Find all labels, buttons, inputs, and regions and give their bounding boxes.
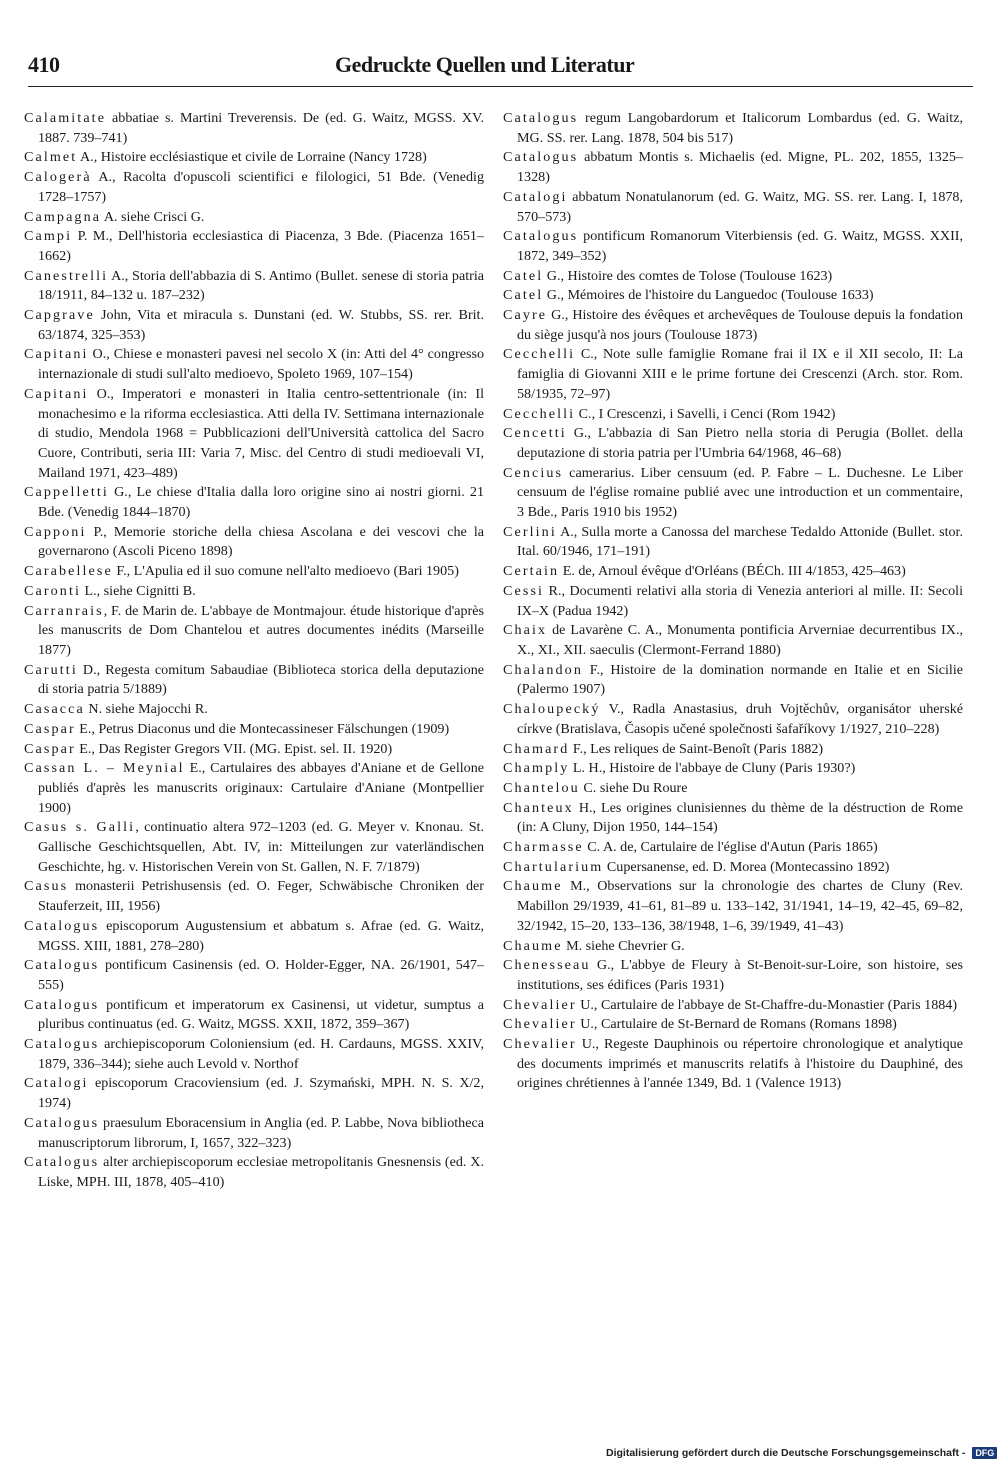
entry-author: Cayre [503,307,548,324]
entry-text: M., Observations sur la chronologie des chartes de Cluny (Rev. Mabillon 29/1939, 41–61, 81–89 u. 133–142, 31/1941, 14–19, 42–45, 69–82, 32/1942, 15–20, 133–136, 38/1948, 1–6, 39/1949, 41–43) [517,878,963,934]
entry-text: E., Cartulaires des abbayes d'Aniane et de Gellone publiés d'après les manuscrits originaux: Cartulaire d'Aniane (Montpellier 1900) [38,760,484,816]
bibliography-entry [24,385,484,484]
bibliography-entry [503,1015,963,1035]
entry-author: Champly [503,760,570,777]
bibliography-entry [24,1153,484,1192]
entry-author: Chaloupecký [503,701,601,718]
bibliography-entry [24,877,484,916]
page-header [28,52,973,84]
entry-text: U., Cartulaire de St-Bernard de Romans (Romans 1898) [576,1016,897,1033]
entry-author: Caronti [24,582,81,599]
bibliography-entry [503,799,963,838]
dfg-logo: DFG [972,1447,997,1459]
entry-text: A., Storia dell'abbazia di S. Antimo (Bullet. senese di storia patria 18/1911, 84–132 u. 187–232) [38,267,484,304]
entry-author: Chartularium [503,858,604,875]
bibliography-entry [24,661,484,700]
entry-author: Caspar [24,740,76,757]
entry-text: L., siehe Cignitti B. [80,582,196,599]
entry-text: A., Racolta d'opuscoli scientifici e filologici, 51 Bde. (Venedig 1728–1757) [38,169,484,205]
bibliography-entry [503,424,963,463]
entry-text: F., Histoire de la domination normande en Italie et en Sicilie (Palermo 1907) [517,661,963,698]
entry-text: G., Histoire des comtes de Tolose (Toulouse 1623) [543,267,833,284]
bibliography-entry [24,483,484,522]
entry-text: pontificum Casinensis (ed. O. Holder-Egger, NA. 26/1901, 547–555) [38,957,484,993]
bibliography-entry [24,109,484,148]
entry-text: , F. de Marin de. L'abbaye de Montmajour. étude historique d'après les manuscrits de Dom Chantelou et autres documentes inédits (Marseille 1877) [38,602,484,658]
entry-text: P. M., Dell'historia ecclesiastica di Piacenza, 3 Bde. (Piacenza 1651–1662) [38,228,484,264]
entry-text: episcoporum Cracoviensium (ed. J. Szymański, MPH. N. S. X/2, 1974) [38,1075,484,1112]
entry-author: Carranrais [24,602,104,619]
entry-author: Cassan L. – Meynial [24,760,185,777]
bibliography-entry [24,208,484,228]
bibliography-entry [24,956,484,995]
entry-author: Campagna [24,208,102,225]
entry-text: U., Cartulaire de l'abbaye de St-Chaffre-du-Monastier (Paris 1884) [576,996,958,1013]
entry-text: abbatum Nonatulanorum (ed. G. Waitz, MG. SS. rer. Lang. I, 1878, 570–573) [517,188,963,225]
entry-author: Capgrave [24,307,95,324]
entry-text: E. de, Arnoul évêque d'Orléans (BÉCh. III 4/1853, 425–463) [559,563,906,580]
bibliography-entry [503,227,963,266]
entry-text: R., Documenti relativi alla storia di Venezia anteriori al mille. II: Secoli IX–X (Padua 1942) [517,582,963,619]
entry-author: Cessi [503,582,545,599]
entry-author: Cecchelli [503,346,576,363]
entry-author: Capponi [24,523,87,540]
entry-text: monasterii Petrishusensis (ed. O. Feger, Schwäbische Chroniken der Stauferzeit, III, 1956) [38,878,484,915]
bibliography-entry [24,996,484,1035]
bibliography-entry [503,306,963,345]
entry-author: Chantelou [503,779,580,796]
bibliography-entry [503,582,963,621]
entry-text: F., Les reliques de Saint-Benoît (Paris 1882) [569,740,824,757]
bibliography-entry [503,188,963,227]
entry-text: L. H., Histoire de l'abbaye de Cluny (Paris 1930?) [569,760,856,777]
entry-text: alter archiepiscoporum ecclesiae metropolitanis Gnesnensis (ed. X. Liske, MPH. III, 1878, 405–410) [38,1154,484,1190]
bibliography-entry [24,1074,484,1113]
entry-text: praesulum Eboracensium in Anglia (ed. P. Labbe, Nova bibliotheca manuscriptorum librorum, I, 1657, 322–323) [38,1114,484,1151]
entry-author: Casus s. Galli [24,819,136,836]
bibliography-entry [503,109,963,148]
bibliography-entry [503,838,963,858]
entry-text: C., Note sulle famiglie Romane frai il IX e il XII secolo, II: La famiglia di Giovanni XIII e le prime fortune dei Crescenzi (Arch. stor. Rom. 58/1935, 72–97) [517,346,963,402]
bibliography-entry [503,740,963,760]
bibliography-entry [24,740,484,760]
page-title: Gedruckte Quellen und Literatur [335,52,635,77]
entry-text: U., Regeste Dauphinois ou répertoire chronologique et analytique des documents imprimés et manuscrits relatifs à l'histoire du Dauphiné, des origines chrétiennes à l'année 1349, Bd. 1 (Valence 1913) [517,1036,963,1092]
bibliography-entry [24,759,484,818]
entry-author: Catalogus [503,228,579,245]
entry-text: O., Chiese e monasteri pavesi nel secolo X (in: Atti del 4° congresso internazionale di studi sull'alto medioevo, Spoleto 1969, 107–154) [38,346,484,383]
bibliography-entry [24,267,484,306]
entry-text: C. A. de, Cartulaire de l'église d'Autun (Paris 1865) [583,839,878,856]
footer-text: Digitalisierung gefördert durch die Deutsche Forschungsgemeinschaft - [606,1447,966,1459]
entry-text: E., Petrus Diaconus und die Montecassineser Fälschungen (1909) [75,720,450,737]
entry-text: pontificum Romanorum Viterbiensis (ed. G. Waitz, MGSS. XXII, 1872, 349–352) [517,228,963,264]
entry-text: G., L'abbye de Fleury à St-Benoit-sur-Loire, son histoire, ses institutions, ses édifices (Paris 1931) [517,957,963,993]
entry-text: M. siehe Chevrier G. [562,937,685,954]
entry-text: A., Sulla morte a Canossa del marchese Tedaldo Attonide (Bullet. stor. Ital. 60/1946, 171–191) [517,523,963,560]
entry-author: Chalandon [503,661,583,678]
entry-text: C. siehe Du Roure [579,779,688,796]
right-column [503,109,963,1094]
entry-author: Casacca [24,701,85,718]
entry-author: Cerlini [503,523,557,540]
entry-text: abbatum Montis s. Michaelis (ed. Migne, PL. 202, 1855, 1325–1328) [517,149,963,186]
bibliography-entry [503,1035,963,1094]
bibliography-entry [24,1035,484,1074]
bibliography-entry [24,720,484,740]
entry-author: Chaume [503,878,563,895]
bibliography-entry [503,286,963,306]
bibliography-entry [503,858,963,878]
left-column [24,109,484,1193]
entry-author: Catalogus [24,917,100,934]
entry-text: G., Histoire des évêques et archevêques de Toulouse depuis la fondation du siège jusqu'à nos jours (Toulouse 1873) [517,307,963,343]
bibliography-entry [503,700,963,739]
entry-text: , continuatio altera 972–1203 (ed. G. Meyer v. Knonau. St. Gallische Geschichtsquellen, Abt. IV, in: Mitteilungen zur vaterländischen Geschichte, hg. v. Historischen Verein von St. Gallen, N. F. 7/1879) [38,819,485,875]
bibliography-entry [503,937,963,957]
footer-credit [606,1447,997,1465]
entry-author: Campi [24,228,73,245]
bibliography-entry [24,306,484,345]
entry-author: Capitani [24,385,89,402]
entry-author: Canestrelli [24,267,109,284]
bibliography-entry [24,168,484,207]
entry-text: A. siehe Crisci G. [101,208,205,225]
entry-author: Calamitate [24,110,107,126]
bibliography-entry [503,759,963,779]
bibliography-entry [503,148,963,187]
entry-text: regum Langobardorum et Italicorum Lombardus (ed. G. Waitz, MG. SS. rer. Lang. 1878, 504 bis 517) [517,110,963,146]
entry-author: Chanteux [503,799,574,816]
bibliography-entry [24,345,484,384]
entry-text: camerarius. Liber censuum (ed. P. Fabre – L. Duchesne. Le Liber censuum de l'église romaine publié avec une introduction et un commentaire, 3 Bde., Paris 1910 bis 1952) [517,464,963,521]
entry-author: Catalogus [24,996,100,1013]
entry-author: Cencius [503,464,564,481]
entry-author: Cecchelli [503,405,576,422]
entry-text: C., I Crescenzi, i Savelli, i Cenci (Rom 1942) [575,405,836,422]
entry-author: Certain [503,563,560,580]
entry-text: E., Das Register Gregors VII. (MG. Epist. sel. II. 1920) [75,740,393,757]
entry-author: Carabellese [24,563,113,580]
entry-author: Caspar [24,720,76,737]
entry-text: G., Le chiese d'Italia dalla loro origine sino ai nostri giorni. 21 Bde. (Venedig 1844–1870) [38,484,484,521]
entry-author: Catalogus [24,957,100,974]
entry-text: archiepiscoporum Coloniensium (ed. H. Cardauns, MGSS. XXIV, 1879, 336–344); siehe auch Levold v. Northof [38,1036,484,1072]
entry-text: G., L'abbazia di San Pietro nella storia di Perugia (Bollet. della deputazione di storia patria per l'Umbria 64/1968, 46–68) [517,425,963,461]
page-number: 410 [28,52,60,77]
entry-author: Charmasse [503,839,584,856]
bibliography-entry [24,1114,484,1153]
entry-author: Chenesseau [503,957,591,974]
entry-text: abbatiae s. Martini Treverensis. De (ed. G. Waitz, MGSS. XV. 1887. 739–741) [38,110,484,146]
entry-author: Catalogus [503,110,579,126]
entry-author: Carutti [24,661,78,678]
bibliography-entry [503,562,963,582]
entry-text: V., Radla Anastasius, druh Vojtěchův, organisátor uherské církve (Bratislava, Časopis učené společnosti šafaříkovy 1/1927, 210–228) [517,701,963,737]
entry-author: Catalogus [24,1036,100,1053]
bibliography-entry [503,405,963,425]
bibliography-entry [503,345,963,404]
entry-author: Chevalier [503,996,577,1013]
entry-author: Catel [503,287,544,304]
entry-author: Catalogus [503,149,579,166]
entry-text: Cupersanense, ed. D. Morea (Montecassino 1892) [603,858,890,875]
bibliography-entry [24,602,484,661]
bibliography-entry [503,779,963,799]
entry-author: Cencetti [503,425,567,442]
bibliography-entry [24,700,484,720]
entry-author: Catalogus [24,1154,100,1171]
entry-text: O., Imperatori e monasteri in Italia centro-settentrionale (in: Il monachesimo e la riforma ecclesiastica. Atti della IV. Settimana internazionale di studio, Mendola 1968 = Pubblicazioni dell'Università cattolica del Sacro Cuore, Contributi, seria III: Varia 7, Misc. del Centro di studi medioevali VI, Mailand 1971, 423–489) [38,385,484,481]
entry-author: Catalogi [503,188,568,205]
entry-text: P., Memorie storiche della chiesa Ascolana e dei vescovi che la governarono (Ascoli Piceno 1898) [38,523,484,560]
entry-author: Capitani [24,346,89,363]
entry-text: de Lavarène C. A., Monumenta pontificia Arverniae decurrentibus IX., X., XI., XII. saeculis (Clermont-Ferrand 1880) [517,622,963,658]
bibliography-entry [503,956,963,995]
entry-author: Chevalier [503,1016,577,1033]
entry-text: D., Regesta comitum Sabaudiae (Biblioteca storica della deputazione di storia patria 5/1889) [38,661,484,698]
header-rule [28,86,973,87]
bibliography-entry [503,267,963,287]
entry-author: Chaume [503,937,563,954]
entry-author: Chevalier [503,1036,577,1053]
entry-text: H., Les origines clunisiennes du thème de la déstruction de Rome (in: A Cluny, Dijon 1950, 144–154) [517,799,963,836]
entry-author: Catel [503,267,544,284]
entry-text: John, Vita et miracula s. Dunstani (ed. W. Stubbs, SS. rer. Brit. 63/1874, 325–353) [38,307,484,343]
bibliography-entry [503,464,963,523]
entry-author: Chamard [503,740,570,757]
entry-text: G., Mémoires de l'histoire du Languedoc (Toulouse 1633) [543,287,874,304]
bibliography-entry [24,562,484,582]
bibliography-entry [503,523,963,562]
entry-author: Catalogus [24,1114,100,1131]
entry-author: Catalogi [24,1075,89,1092]
bibliography-entry [24,917,484,956]
entry-text: A., Histoire ecclésiastique et civile de Lorraine (Nancy 1728) [77,149,427,166]
bibliography-entry [503,996,963,1016]
bibliography-entry [24,227,484,266]
bibliography-entry [24,818,484,877]
bibliography-entry [503,661,963,700]
bibliography-entry [503,621,963,660]
bibliography-entry [503,877,963,936]
entry-text: episcoporum Augustensium et abbatum s. Afrae (ed. G. Waitz, MGSS. XIII, 1881, 278–280) [38,917,484,954]
entry-author: Casus [24,878,69,895]
bibliography-entry [24,523,484,562]
entry-text: N. siehe Majocchi R. [84,701,208,718]
entry-text: pontificum et imperatorum ex Casinensi, ut videtur, sumptus a pluribus continuatus (ed. G. Waitz, MGSS. XXII, 1872, 359–367) [38,996,484,1033]
bibliography-entry [24,582,484,602]
entry-author: Chaix [503,622,548,639]
entry-text: F., L'Apulia ed il suo comune nell'alto medioevo (Bari 1905) [112,563,459,580]
bibliography-entry [24,148,484,168]
entry-author: Cappelletti [24,484,109,501]
entry-author: Calmet [24,149,78,166]
entry-author: Calogerà [24,169,92,186]
